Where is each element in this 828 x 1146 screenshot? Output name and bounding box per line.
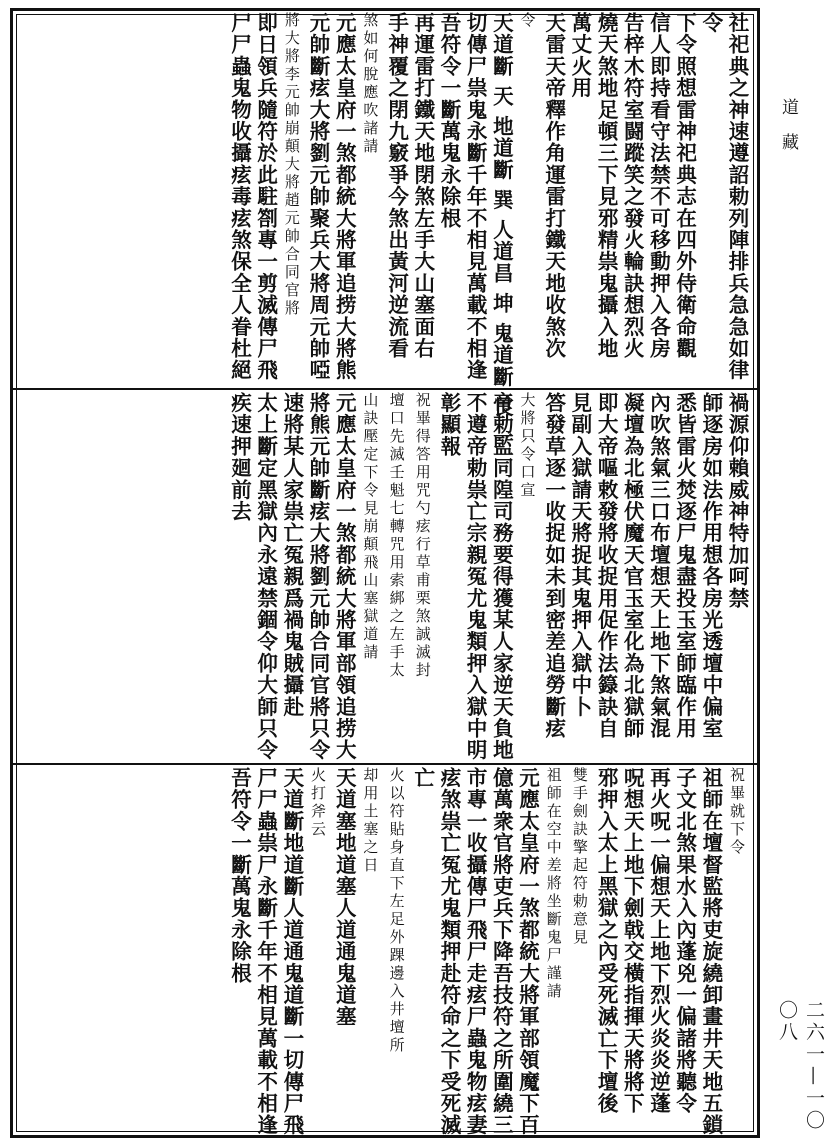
text-column: 速將某人家祟亡冤親爲禍鬼賊攝赴 xyxy=(279,392,304,718)
text-panel-middle xyxy=(14,392,754,761)
text-column: 祝畢就下令 xyxy=(728,767,746,857)
text-column: 祝畢得答用咒勺痃行草甫栗煞誠滅封 xyxy=(413,392,432,680)
text-column: 切傳尸祟鬼永斷千年不相見萬載不相逢 xyxy=(463,12,488,381)
text-column: 悉皆雷火焚逐尸鬼盡投玉室師臨作用 xyxy=(672,392,697,740)
text-column: 即日領兵隨符於此駐劄專一剪滅傳尸飛 xyxy=(253,12,278,381)
text-column: 手神覆之閉九竅爭今煞出黃河逆流看 xyxy=(384,12,409,360)
text-column: 天道斷地道斷人道通鬼道斷一切傳尸飛 xyxy=(279,767,304,1136)
text-column: 吾符令一斷萬鬼永除根 xyxy=(227,767,252,984)
section-divider-2 xyxy=(13,763,757,765)
text-column: 答發草逐一收捉如未到密差追勞斷痃 xyxy=(541,392,566,740)
page-number: 二六一—一〇〇八 xyxy=(776,1000,825,1132)
text-column: 尸尸蟲鬼物收攝痃毒痃煞保全人眷杜絕 xyxy=(227,12,252,381)
text-column: 太上斷定黑獄內永遠禁錮令仰大師只令 xyxy=(253,392,278,761)
text-column: 壇口先滅壬魁七轉咒用索綁之左手太 xyxy=(387,392,406,680)
text-column: 令 xyxy=(518,12,537,30)
text-column: 邪押入太上黑獄之內受死滅亡下壇後 xyxy=(594,767,619,1115)
text-column: 雙手劍訣擎起符勅意見 xyxy=(570,767,589,947)
text-column: 子文北煞果水入內蓬兇一偏諸將聽令 xyxy=(672,767,697,1115)
text-column: 不遵帝勅祟亡宗親冤尤鬼類押入獄中明 xyxy=(463,392,488,761)
text-column: 大將只令口宣 xyxy=(518,392,537,500)
text-column: 即大帝嘔敕發將收捉用促作法籙訣自 xyxy=(594,392,619,740)
text-column: 內吹煞氣三口布壇想天上地下煞氣混 xyxy=(646,392,671,740)
text-column: 呪想天上地下劍戟交橫指揮天將將下 xyxy=(620,767,645,1115)
text-column: 火以符貼身直下左足外踝邊入井壇所 xyxy=(387,767,406,1055)
text-column: 尸尸蟲祟尸永斷千年不相見萬載不相逢 xyxy=(253,767,278,1136)
text-column: 天雷天帝釋作角運雷打鐵天地收煞次 xyxy=(541,12,566,360)
text-column: 疾速押廻前去 xyxy=(227,392,252,523)
text-column: 天道斷 天 地道斷 巽 人道昌 坤 鬼道斷 艮 一 xyxy=(489,12,514,448)
text-column: 彰顯報 xyxy=(436,392,461,458)
text-column: 再運雷打鐵天地閉煞左手大山塞面右 xyxy=(410,12,435,360)
text-column: 再火呪一偏想天上地下烈火炎炎逆蓬 xyxy=(646,767,671,1115)
text-column: 市專一收攝傳尸飛尸走痃尸蟲鬼物痃妻 xyxy=(463,767,488,1136)
text-column: 下令照想雷神祀典志在四外侍衛命觀 xyxy=(672,12,697,360)
text-column: 見副入獄請天將捉其鬼押入獄中卜 xyxy=(567,392,592,718)
text-column: 元應太皇府一煞都統大將軍部領追捞大 xyxy=(332,392,357,761)
text-column: 祖師在壇督監將吏旋繞卸畫井天地五鎖 xyxy=(698,767,723,1136)
text-column: 億萬衆官將吏兵下降吾技符之所圍繞三 xyxy=(489,767,514,1136)
text-column: 元應太皇府一煞都統大將軍追捞大將熊 xyxy=(332,12,357,381)
collection-label: 道藏 xyxy=(778,98,798,168)
section-divider-1 xyxy=(13,388,757,390)
text-column: 痃煞祟亡冤尤鬼類押赴符命之下受死滅 xyxy=(436,767,461,1136)
text-column: 告梓木符室闘蹤笑之發火輪訣想烈火 xyxy=(620,12,645,360)
text-column: 祖師在空中差將坐斷鬼尸謹請 xyxy=(544,767,563,1001)
text-column: 亡 xyxy=(410,767,435,789)
text-column: 吾符令一斷萬鬼永除根 xyxy=(436,12,461,229)
text-column: 信人即持看守法禁不可移動押入各房 xyxy=(646,12,671,360)
text-column: 却用土塞之日 xyxy=(361,767,380,875)
text-column: 凝壇為北極伏魔天官玉室化為北獄師 xyxy=(620,392,645,740)
text-column: 令 xyxy=(698,12,723,34)
text-column: 帝勅監同隍司務要得獲某人家逆天負地 xyxy=(489,392,514,761)
text-column: 元帥斷痃大將劉元帥聚兵大將周元帥啞 xyxy=(306,12,330,381)
text-column: 山訣壓定下令見崩顛飛山塞獄道請 xyxy=(361,392,380,662)
text-column: 社祀典之神速遵詔勅列陣排兵急急如律 xyxy=(725,12,749,381)
text-column: 煞如何脫應吹諸請 xyxy=(361,12,380,156)
text-column: 將熊元帥斷痃大將劉元帥合同官將只令 xyxy=(306,392,330,761)
text-column: 元應太皇府一煞都統大將軍部領魔下百 xyxy=(515,767,540,1136)
text-column: 將大將李元帥崩顛大將趙元帥合同官將 xyxy=(282,12,301,318)
text-column: 燒天煞地足頓三下見邪精祟鬼攝入地 xyxy=(594,12,619,360)
text-column: 禍源仰賴威神特加呵禁 xyxy=(725,392,749,609)
text-column: 火打斧云 xyxy=(309,767,327,839)
text-column: 師逐房如法作用想各房光透壇中偏室 xyxy=(698,392,723,740)
text-column: 天道塞地道塞人道通鬼道塞 xyxy=(332,767,357,1028)
text-panel-lower xyxy=(14,767,754,1134)
text-column: 萬丈火用 xyxy=(567,12,592,99)
